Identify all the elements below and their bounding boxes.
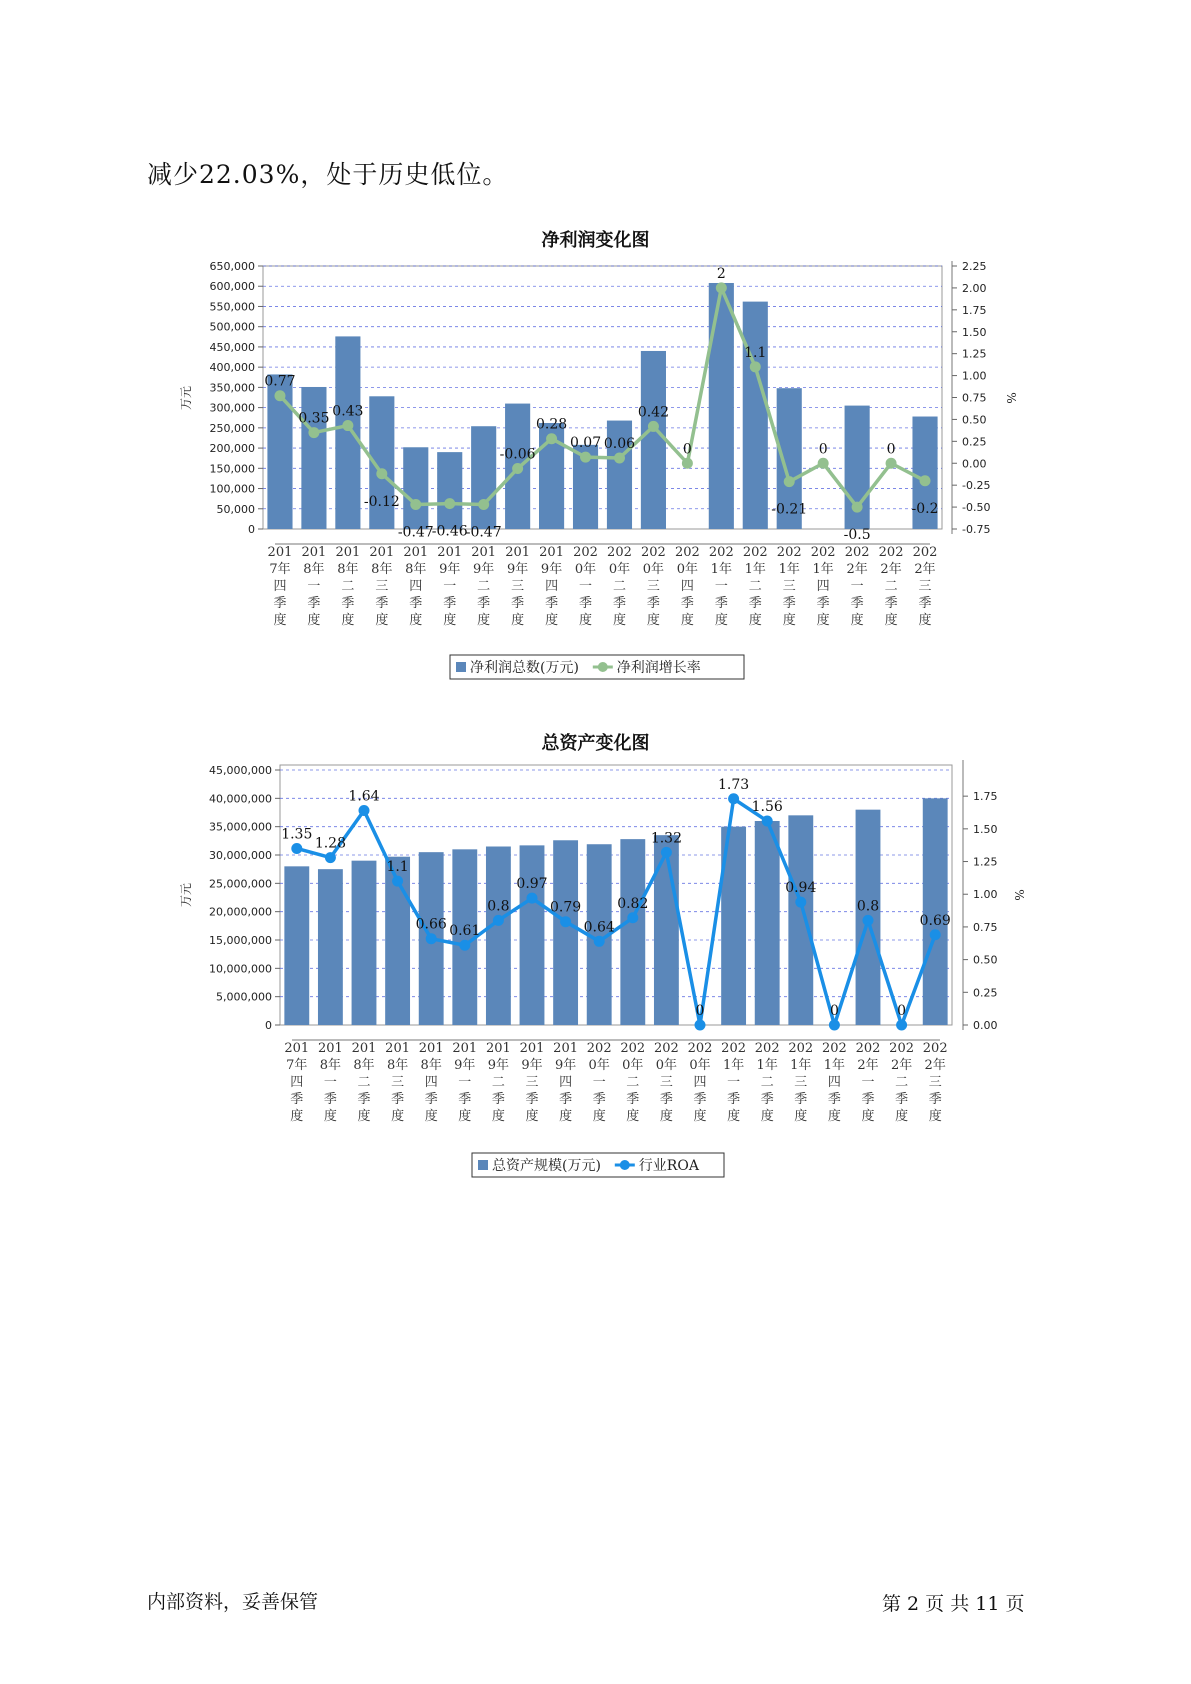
data-label: 0.66 bbox=[415, 916, 447, 933]
bar bbox=[788, 815, 813, 1025]
data-label: 0.77 bbox=[264, 373, 296, 390]
legend-label-bar: 净利润总数(万元) bbox=[470, 660, 579, 676]
y-tick-label: 650,000 bbox=[209, 260, 255, 273]
y-tick-label: 0 bbox=[265, 1019, 272, 1032]
y-tick-label: 40,000,000 bbox=[209, 792, 272, 806]
data-label: -0.5 bbox=[843, 527, 871, 544]
data-label: 0.28 bbox=[535, 416, 568, 433]
x-tick-label: 202 1年二季度 bbox=[742, 545, 768, 628]
y2-tick-label: 0.00 bbox=[962, 457, 987, 471]
bar bbox=[318, 869, 343, 1025]
y2-tick-label: 0.00 bbox=[973, 1019, 998, 1032]
x-tick-label: 202 1年一季度 bbox=[721, 1041, 747, 1124]
bar bbox=[486, 847, 511, 1026]
x-tick-label: 202 0年四季度 bbox=[687, 1041, 713, 1124]
data-label: 0.61 bbox=[449, 923, 481, 940]
data-label: 0.07 bbox=[569, 435, 602, 452]
line-point bbox=[392, 876, 403, 887]
y2-tick-label: 0.50 bbox=[962, 413, 987, 427]
legend-label-bar: 总资产规模(万元) bbox=[492, 1158, 601, 1174]
y-tick-label: 400,000 bbox=[209, 361, 255, 375]
data-label: 0.82 bbox=[617, 895, 649, 912]
data-label: 0.06 bbox=[603, 435, 636, 452]
x-tick-label: 201 9年二季度 bbox=[485, 1041, 511, 1124]
legend-label-line: 行业ROA bbox=[638, 1158, 699, 1174]
data-label: 1.64 bbox=[348, 788, 380, 805]
bar bbox=[755, 821, 780, 1025]
data-label: 0.8 bbox=[487, 898, 510, 915]
data-label: 0.42 bbox=[637, 404, 670, 421]
y-tick-label: 25,000,000 bbox=[209, 877, 272, 891]
y2-tick-label: 0.50 bbox=[973, 953, 998, 967]
data-label: 0.94 bbox=[785, 880, 817, 897]
x-tick-label: 201 9年四季度 bbox=[553, 1041, 579, 1124]
x-tick-label: 202 2年三季度 bbox=[912, 545, 938, 628]
y2-tick-label: 2.00 bbox=[962, 281, 987, 295]
x-tick-label: 201 9年一季度 bbox=[437, 545, 463, 628]
data-label: -0.46 bbox=[431, 523, 468, 540]
y-tick-label: 550,000 bbox=[209, 300, 255, 314]
data-label: 1.1 bbox=[744, 344, 767, 361]
data-label: 0.35 bbox=[298, 410, 330, 427]
y-tick-label: 5,000,000 bbox=[216, 990, 272, 1004]
y-tick-label: 250,000 bbox=[209, 421, 255, 435]
line-point bbox=[594, 936, 605, 947]
line-point bbox=[728, 793, 739, 804]
x-tick-label: 201 7年四季度 bbox=[267, 545, 293, 628]
line-point bbox=[661, 847, 672, 858]
data-label: 0 bbox=[818, 441, 828, 458]
y-tick-label: 15,000,000 bbox=[209, 934, 272, 947]
line-point bbox=[863, 915, 874, 926]
line-point bbox=[527, 893, 538, 904]
footer-page-number: 第 2 页 共 11 页 bbox=[882, 1593, 1025, 1615]
y2-tick-label: -0.25 bbox=[962, 479, 991, 493]
data-label: -0.47 bbox=[465, 524, 502, 541]
y2-tick-label: 1.00 bbox=[973, 888, 998, 902]
x-tick-label: 202 0年二季度 bbox=[607, 545, 632, 628]
y-tick-label: 0 bbox=[248, 523, 255, 536]
x-tick-label: 202 0年二季度 bbox=[620, 1041, 646, 1124]
y-tick-label: 150,000 bbox=[209, 462, 255, 476]
x-tick-label: 201 9年四季度 bbox=[539, 545, 564, 628]
bar bbox=[284, 866, 309, 1025]
data-label: 1.1 bbox=[386, 859, 409, 876]
y-tick-label: 20,000,000 bbox=[209, 905, 272, 919]
data-label: 0 bbox=[682, 441, 692, 458]
y2-tick-label: 0.75 bbox=[973, 920, 998, 934]
y2-tick-label: 1.75 bbox=[973, 790, 998, 804]
data-label: 1.73 bbox=[718, 776, 750, 793]
line-point bbox=[493, 915, 504, 926]
x-tick-label: 201 8年三季度 bbox=[385, 1041, 411, 1124]
line-point bbox=[762, 816, 773, 827]
chart-title-net-profit: 净利润变化图 bbox=[541, 230, 650, 251]
y-tick-label: 100,000 bbox=[209, 482, 255, 496]
y-tick-label: 45,000,000 bbox=[209, 764, 272, 777]
x-tick-label: 201 8年四季度 bbox=[403, 545, 429, 628]
y-tick-label: 200,000 bbox=[209, 442, 255, 456]
bar bbox=[520, 845, 545, 1025]
y2-tick-label: 2.25 bbox=[962, 260, 987, 273]
data-label: 0 bbox=[886, 441, 896, 458]
y-axis-label: 万元 bbox=[179, 385, 193, 411]
x-tick-label: 201 8年二季度 bbox=[335, 545, 361, 628]
y2-tick-label: 0.75 bbox=[962, 391, 987, 405]
x-tick-label: 202 2年一季度 bbox=[844, 545, 870, 628]
x-tick-label: 201 8年三季度 bbox=[369, 545, 395, 628]
bar bbox=[620, 839, 645, 1025]
y2-tick-label: 1.00 bbox=[962, 369, 987, 383]
y-tick-label: 450,000 bbox=[209, 340, 255, 354]
y2-axis-label: % bbox=[1004, 392, 1018, 404]
x-tick-label: 201 9年一季度 bbox=[452, 1041, 478, 1124]
x-tick-label: 202 0年三季度 bbox=[653, 1041, 679, 1124]
data-label: 0 bbox=[829, 1003, 839, 1019]
x-tick-label: 202 0年四季度 bbox=[674, 545, 700, 628]
x-tick-label: 201 9年三季度 bbox=[519, 1041, 545, 1124]
x-tick-label: 202 2年二季度 bbox=[889, 1041, 915, 1124]
data-label: -0.06 bbox=[499, 446, 536, 463]
data-label: 0.69 bbox=[919, 912, 951, 929]
data-label: -0.12 bbox=[363, 493, 400, 510]
x-tick-label: 202 1年三季度 bbox=[788, 1041, 814, 1124]
y2-tick-label: 1.50 bbox=[973, 822, 998, 836]
data-label: 1.35 bbox=[281, 826, 313, 843]
x-tick-label: 201 9年二季度 bbox=[471, 545, 497, 628]
data-label: 1.28 bbox=[314, 835, 346, 852]
footer-confidential-note: 内部资料，妥善保管 bbox=[147, 1591, 319, 1613]
line-point bbox=[359, 805, 370, 816]
y-tick-label: 30,000,000 bbox=[209, 849, 272, 862]
lead-paragraph: 减少22.03%，处于历史低位。 bbox=[147, 160, 509, 189]
data-label: 0.64 bbox=[583, 919, 615, 936]
y-tick-label: 500,000 bbox=[209, 320, 255, 334]
bar bbox=[923, 798, 948, 1025]
legend-swatch-bar bbox=[478, 1160, 488, 1170]
x-tick-label: 201 8年二季度 bbox=[351, 1041, 377, 1124]
y2-axis-label: % bbox=[1012, 889, 1026, 901]
y-tick-label: 50,000 bbox=[216, 502, 255, 516]
data-label: 0.8 bbox=[856, 898, 880, 915]
x-tick-label: 201 9年三季度 bbox=[505, 545, 531, 628]
data-label: 0.79 bbox=[550, 899, 582, 916]
line-point bbox=[627, 912, 638, 923]
bar bbox=[654, 835, 679, 1025]
plot-area bbox=[280, 765, 952, 1025]
y-tick-label: 35,000,000 bbox=[209, 820, 272, 834]
line-point bbox=[829, 1020, 840, 1031]
x-tick-label: 201 7年四季度 bbox=[284, 1041, 310, 1124]
line-point bbox=[459, 940, 470, 951]
x-tick-label: 201 8年一季度 bbox=[317, 1041, 343, 1124]
x-tick-label: 202 1年三季度 bbox=[776, 545, 802, 628]
legend-swatch-point bbox=[620, 1160, 630, 1170]
line-point bbox=[896, 1020, 907, 1031]
line-point bbox=[426, 933, 437, 944]
y-tick-label: 350,000 bbox=[209, 381, 255, 395]
x-tick-label: 201 8年一季度 bbox=[301, 545, 327, 628]
x-tick-label: 202 1年四季度 bbox=[821, 1041, 847, 1124]
x-tick-label: 202 1年二季度 bbox=[754, 1041, 780, 1124]
chart-title-total-assets: 总资产变化图 bbox=[541, 733, 650, 754]
data-label: 1.56 bbox=[751, 799, 783, 815]
x-tick-label: 202 2年一季度 bbox=[855, 1041, 881, 1124]
x-tick-label: 202 2年三季度 bbox=[922, 1041, 948, 1124]
data-label: 0.97 bbox=[516, 876, 548, 893]
y2-tick-label: 1.50 bbox=[962, 325, 987, 339]
y-tick-label: 10,000,000 bbox=[209, 962, 272, 976]
data-label: 0 bbox=[695, 1003, 705, 1019]
line-point bbox=[795, 897, 806, 908]
data-label: 0 bbox=[897, 1003, 907, 1019]
y-tick-label: 600,000 bbox=[209, 280, 255, 294]
y2-tick-label: 1.75 bbox=[962, 303, 987, 317]
y2-tick-label: 1.25 bbox=[962, 347, 987, 361]
y2-tick-label: 1.25 bbox=[973, 855, 998, 869]
bar bbox=[553, 840, 578, 1025]
x-tick-label: 202 0年一季度 bbox=[586, 1041, 612, 1124]
line-point bbox=[560, 916, 571, 927]
legend-label-line: 净利润增长率 bbox=[616, 660, 701, 676]
y2-tick-label: -0.75 bbox=[962, 523, 991, 536]
y-axis-label: 万元 bbox=[179, 882, 193, 908]
x-tick-label: 202 1年一季度 bbox=[708, 545, 734, 628]
x-tick-label: 202 0年三季度 bbox=[641, 545, 666, 628]
line-point bbox=[695, 1020, 706, 1031]
y2-tick-label: 0.25 bbox=[962, 435, 987, 449]
x-tick-label: 202 1年四季度 bbox=[810, 545, 836, 628]
x-tick-label: 201 8年四季度 bbox=[418, 1041, 444, 1124]
bar bbox=[352, 861, 377, 1025]
line-point bbox=[930, 929, 941, 940]
y2-tick-label: 0.25 bbox=[973, 986, 998, 1000]
x-tick-label: 202 0年一季度 bbox=[573, 545, 598, 628]
line-point bbox=[325, 852, 336, 863]
data-label: -0.47 bbox=[397, 524, 434, 541]
data-label: -0.21 bbox=[771, 501, 808, 518]
data-label: 0.43 bbox=[332, 403, 364, 420]
x-tick-label: 202 2年二季度 bbox=[878, 545, 904, 628]
data-label: -0.2 bbox=[911, 500, 939, 517]
y2-tick-label: -0.50 bbox=[962, 501, 991, 515]
line-point bbox=[291, 843, 302, 854]
y-tick-label: 300,000 bbox=[209, 401, 255, 415]
data-label: 2 bbox=[716, 265, 726, 282]
data-label: 1.32 bbox=[650, 830, 682, 847]
